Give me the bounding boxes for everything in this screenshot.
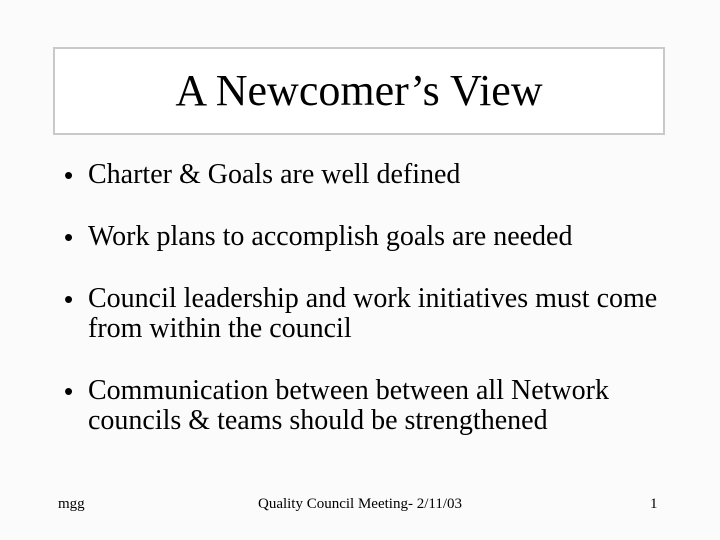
bullet-icon: • <box>64 222 74 252</box>
bullet-icon: • <box>64 160 74 190</box>
footer-meeting-title: Quality Council Meeting- 2/11/03 <box>257 496 462 512</box>
bullet-item <box>0 222 720 252</box>
bullet-icon: • <box>64 376 74 406</box>
bullet-text: Council leadership and work initiatives must come from within the council <box>88 283 658 344</box>
footer-page-number: 1 <box>650 496 658 512</box>
bullet-icon: • <box>64 284 74 314</box>
slide-title: A Newcomer’s View <box>175 65 543 115</box>
bullet-text: Charter & Goals are well defined <box>88 159 461 190</box>
bullet-item <box>0 160 720 190</box>
bullet-item <box>0 284 720 344</box>
slide-title-box <box>53 47 665 135</box>
bullet-text: Communication between between all Network councils & teams should be strengthened <box>88 375 609 436</box>
footer-author: mgg <box>58 496 85 512</box>
slide-footer <box>0 494 720 516</box>
bullet-list <box>0 160 720 468</box>
bullet-item <box>0 376 720 436</box>
bullet-text: Work plans to accomplish goals are needed <box>88 221 573 252</box>
